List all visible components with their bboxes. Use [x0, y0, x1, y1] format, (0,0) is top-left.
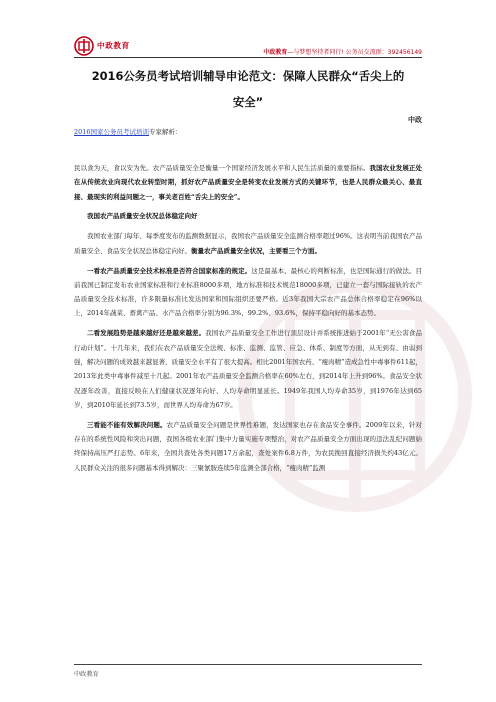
paragraph-2 [74, 229, 422, 258]
paragraph-1-bold: 我国农业发展正处在从传统农业向现代农业转型时期，抓好农产品质量安全是转变农业发展方式的关键环节，也是人民群众最关心、最直接、最现实的利益问题之一，事关老百姓“舌尖上的安全”。 [74, 164, 423, 201]
paragraph-1-text: 民以食为天，食以安为先。农产品质量安全是衡量一个国家经济发展水平和人民生活质量的重要指标。 [74, 164, 370, 172]
paragraph-4-text: 我国农产品质量安全工作进行顶层设计并系统推进始于2001年“无公害食品行动计划”。十几年来，我们在农产品质量安全法规、标准、监测、监管、应急、体系、制度等方面，从无到有、由弱到强，解决问题的成效越来越显著，质量安全水平有了很大提高。相比2001年国农药、“瘦肉精”造成急性中毒事件611起，2013年此类中毒事件减至十几起。2001年农产品质量安全监测合格率在60%左右，到2014年上升到96%。食品安全状况逐年改善，直接反映在人们健康状况逐年向好、人均寿命明显延长。1949年我国人均寿命35岁，到1976年达到65岁，到2010年延长到73.5岁，而世界人均寿命为67岁。 [74, 329, 422, 409]
paragraph-4-bold: 二看发展趋势是越来越好还是越来越差。 [87, 329, 206, 338]
intro-line [74, 127, 182, 136]
footer-divider [74, 664, 422, 665]
section-heading [74, 209, 422, 223]
header-slogan [263, 47, 422, 56]
author-label: 中政 [408, 116, 422, 124]
paragraph-2-text: 我国农业部门每年、每季度发布的监测数据显示，我国农产品质量安全监测合格率超过96%。这表明当前我国农产品质量安全、食品安全状况总体稳定向好。 [74, 232, 422, 255]
header-divider [74, 57, 422, 58]
brand-logo-text: 中政教育 [97, 41, 130, 50]
document-title [74, 63, 422, 115]
intro-link[interactable]: 2016国家公务员考试培训 [74, 128, 150, 136]
paragraph-1 [74, 161, 422, 204]
paragraph-3-text: 这是最基本、最核心的判断标准，也是国际通行的做法。目前我国已制定发布农业国家标准和行业标准8000多项，地方标准和技术规范18000多项，已建立一套与国际接轨的农产品质量安全技术标准，许多限量标准比发达国家和国际组织还要严格。近3年我国大宗农产品总体合格率稳定在96%以上，2014年蔬菜、畜禽产品、水产品合格率分别为96.3%、99.2%、93.6%，保持平稳向好的基本态势。 [74, 266, 423, 318]
title-line-2: 安全” [232, 95, 264, 109]
paragraph-2-bold: 衡量农产品质量安全状况，主要看三个方面。 [191, 246, 321, 255]
section-heading-text: 我国农产品质量安全状况总体稳定向好 [87, 212, 198, 221]
slogan-text: —与梦想坚持者同行! 公务员交流群：392456149 [287, 49, 422, 56]
footer-text: 中政教育 [74, 671, 99, 678]
article-body [74, 161, 422, 481]
paragraph-5-bold: 三看能不能有效解决问题。 [87, 420, 167, 429]
brand-logo [74, 36, 136, 58]
slogan-brand: 中政教育 [263, 49, 288, 56]
brand-logo-icon [74, 36, 94, 56]
title-line-1: 2016公务员考试培训辅导申论范文：保障人民群众“舌尖上的 [91, 69, 405, 83]
paragraph-3-bold: 一看农产品质量安全技术标准是否符合国家标准的规定。 [87, 266, 252, 275]
paragraph-3 [74, 264, 422, 321]
paragraph-4 [74, 326, 422, 412]
paragraph-5-text: 农产品质量安全问题是世界性难题，发达国家也存在食品安全事件。2009年以来，针对存在的系统性风险和突出问题，我国各级农业部门集中力量实施专项整治，对农产品质量安全方面出现的违法乱纪问题始终保持高压严打态势。6年来，全国共查处各类问题17万余起，查处案件6.8万件，为农民挽回直接经济损失约43亿元。人民群众关注的很多问题基本得到解决：三聚氰胺连续5年监测全部合格，“瘦肉精”监测 [74, 420, 423, 472]
paragraph-5 [74, 418, 422, 475]
intro-suffix: 专家解析： [149, 128, 182, 136]
